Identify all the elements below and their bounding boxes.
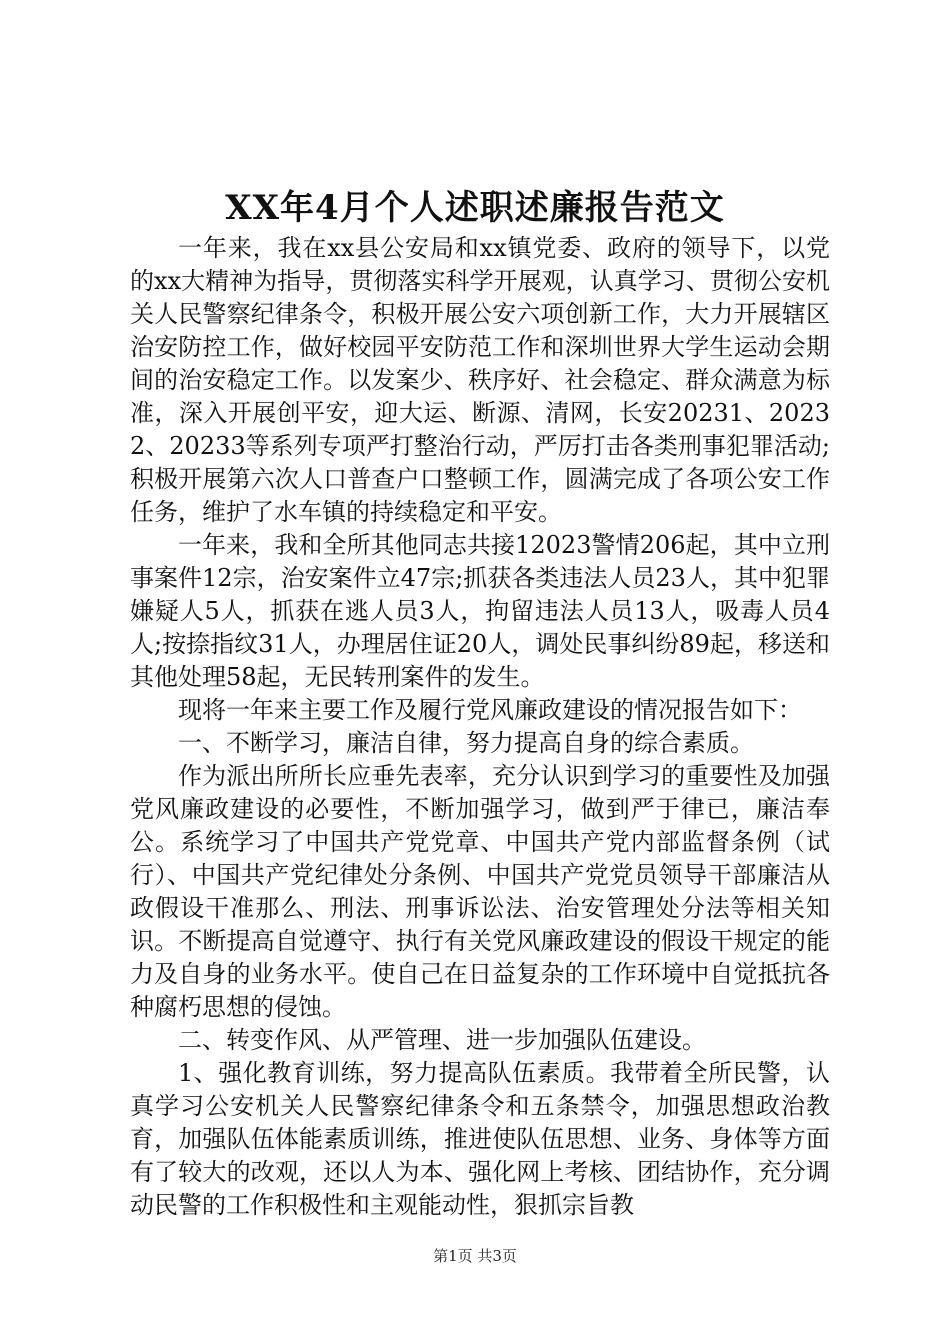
section-heading: 一、不断学习，廉洁自律，努力提高自身的综合素质。 — [178, 729, 754, 757]
paragraph: 1、强化教育训练，努力提高队伍素质。我带着全所民警，认真学习公安机关人民警察纪律条令和五条禁令，加强思想政治教育，加强队伍体能素质训练，推进使队伍思想、业务、身体等方面有了较大的改观，还以人为本、强化网上考核、团结协作，充分调动民警的工作积极性和主观能动性，狠抓宗旨教 — [130, 1059, 830, 1219]
paragraph: 现将一年来主要工作及履行党风廉政建设的情况报告如下： — [178, 696, 802, 724]
paragraph: 一年来，我在xx县公安局和xx镇党委、政府的领导下，以党的xx大精神为指导，贯彻落实科学开展观，认真学习、贯彻公安机关人民警察纪律条令，积极开展公安六项创新工作，大力开展辖区治安防控工作，做好校园平安防范工作和深圳世界大学生运动会期间的治安稳定工作。以发案少、秩序好、社会稳定、群众满意为标准，深入开展创平安，迎大运、断源、清网，长安20231、20232、20233等系列专项严打整治行动，严厉打击各类刑事犯罪活动;积极开展第六次人口普查户口整顿工作，圆满完成了各项公安工作任务，维护了水车镇的持续稳定和平安。 — [130, 234, 830, 526]
section-heading: 二、转变作风、从严管理、进一步加强队伍建设。 — [178, 1026, 706, 1054]
paragraph: 一年来，我和全所其他同志共接12023警情206起，其中立刑事案件12宗，治安案件立47宗;抓获各类违法人员23人，其中犯罪嫌疑人5人，抓获在逃人员3人，拘留违法人员13人，吸毒人员4人;按捺指纹31人，办理居住证20人，调处民事纠纷89起，移送和其他处理58起，无民转刑案件的发生。 — [130, 531, 830, 691]
page-footer: 第1页 共3页 — [433, 1247, 517, 1265]
document-body — [130, 232, 830, 1222]
paragraph: 作为派出所所长应垂先表率，充分认识到学习的重要性及加强党风廉政建设的必要性，不断加强学习，做到严于律已，廉洁奉公。系统学习了中国共产党党章、中国共产党内部监督条例（试行）、中国共产党纪律处分条例、中国共产党党员领导干部廉洁从政假设干准那么、刑法、刑事诉讼法、治安管理处分法等相关知识。不断提高自觉遵守、执行有关党风廉政建设的假设干规定的能力及自身的业务水平。使自己在日益复杂的工作环境中自觉抵抗各种腐朽思想的侵蚀。 — [130, 762, 830, 1021]
document-title: XX年4月个人述职述廉报告范文 — [225, 188, 725, 228]
